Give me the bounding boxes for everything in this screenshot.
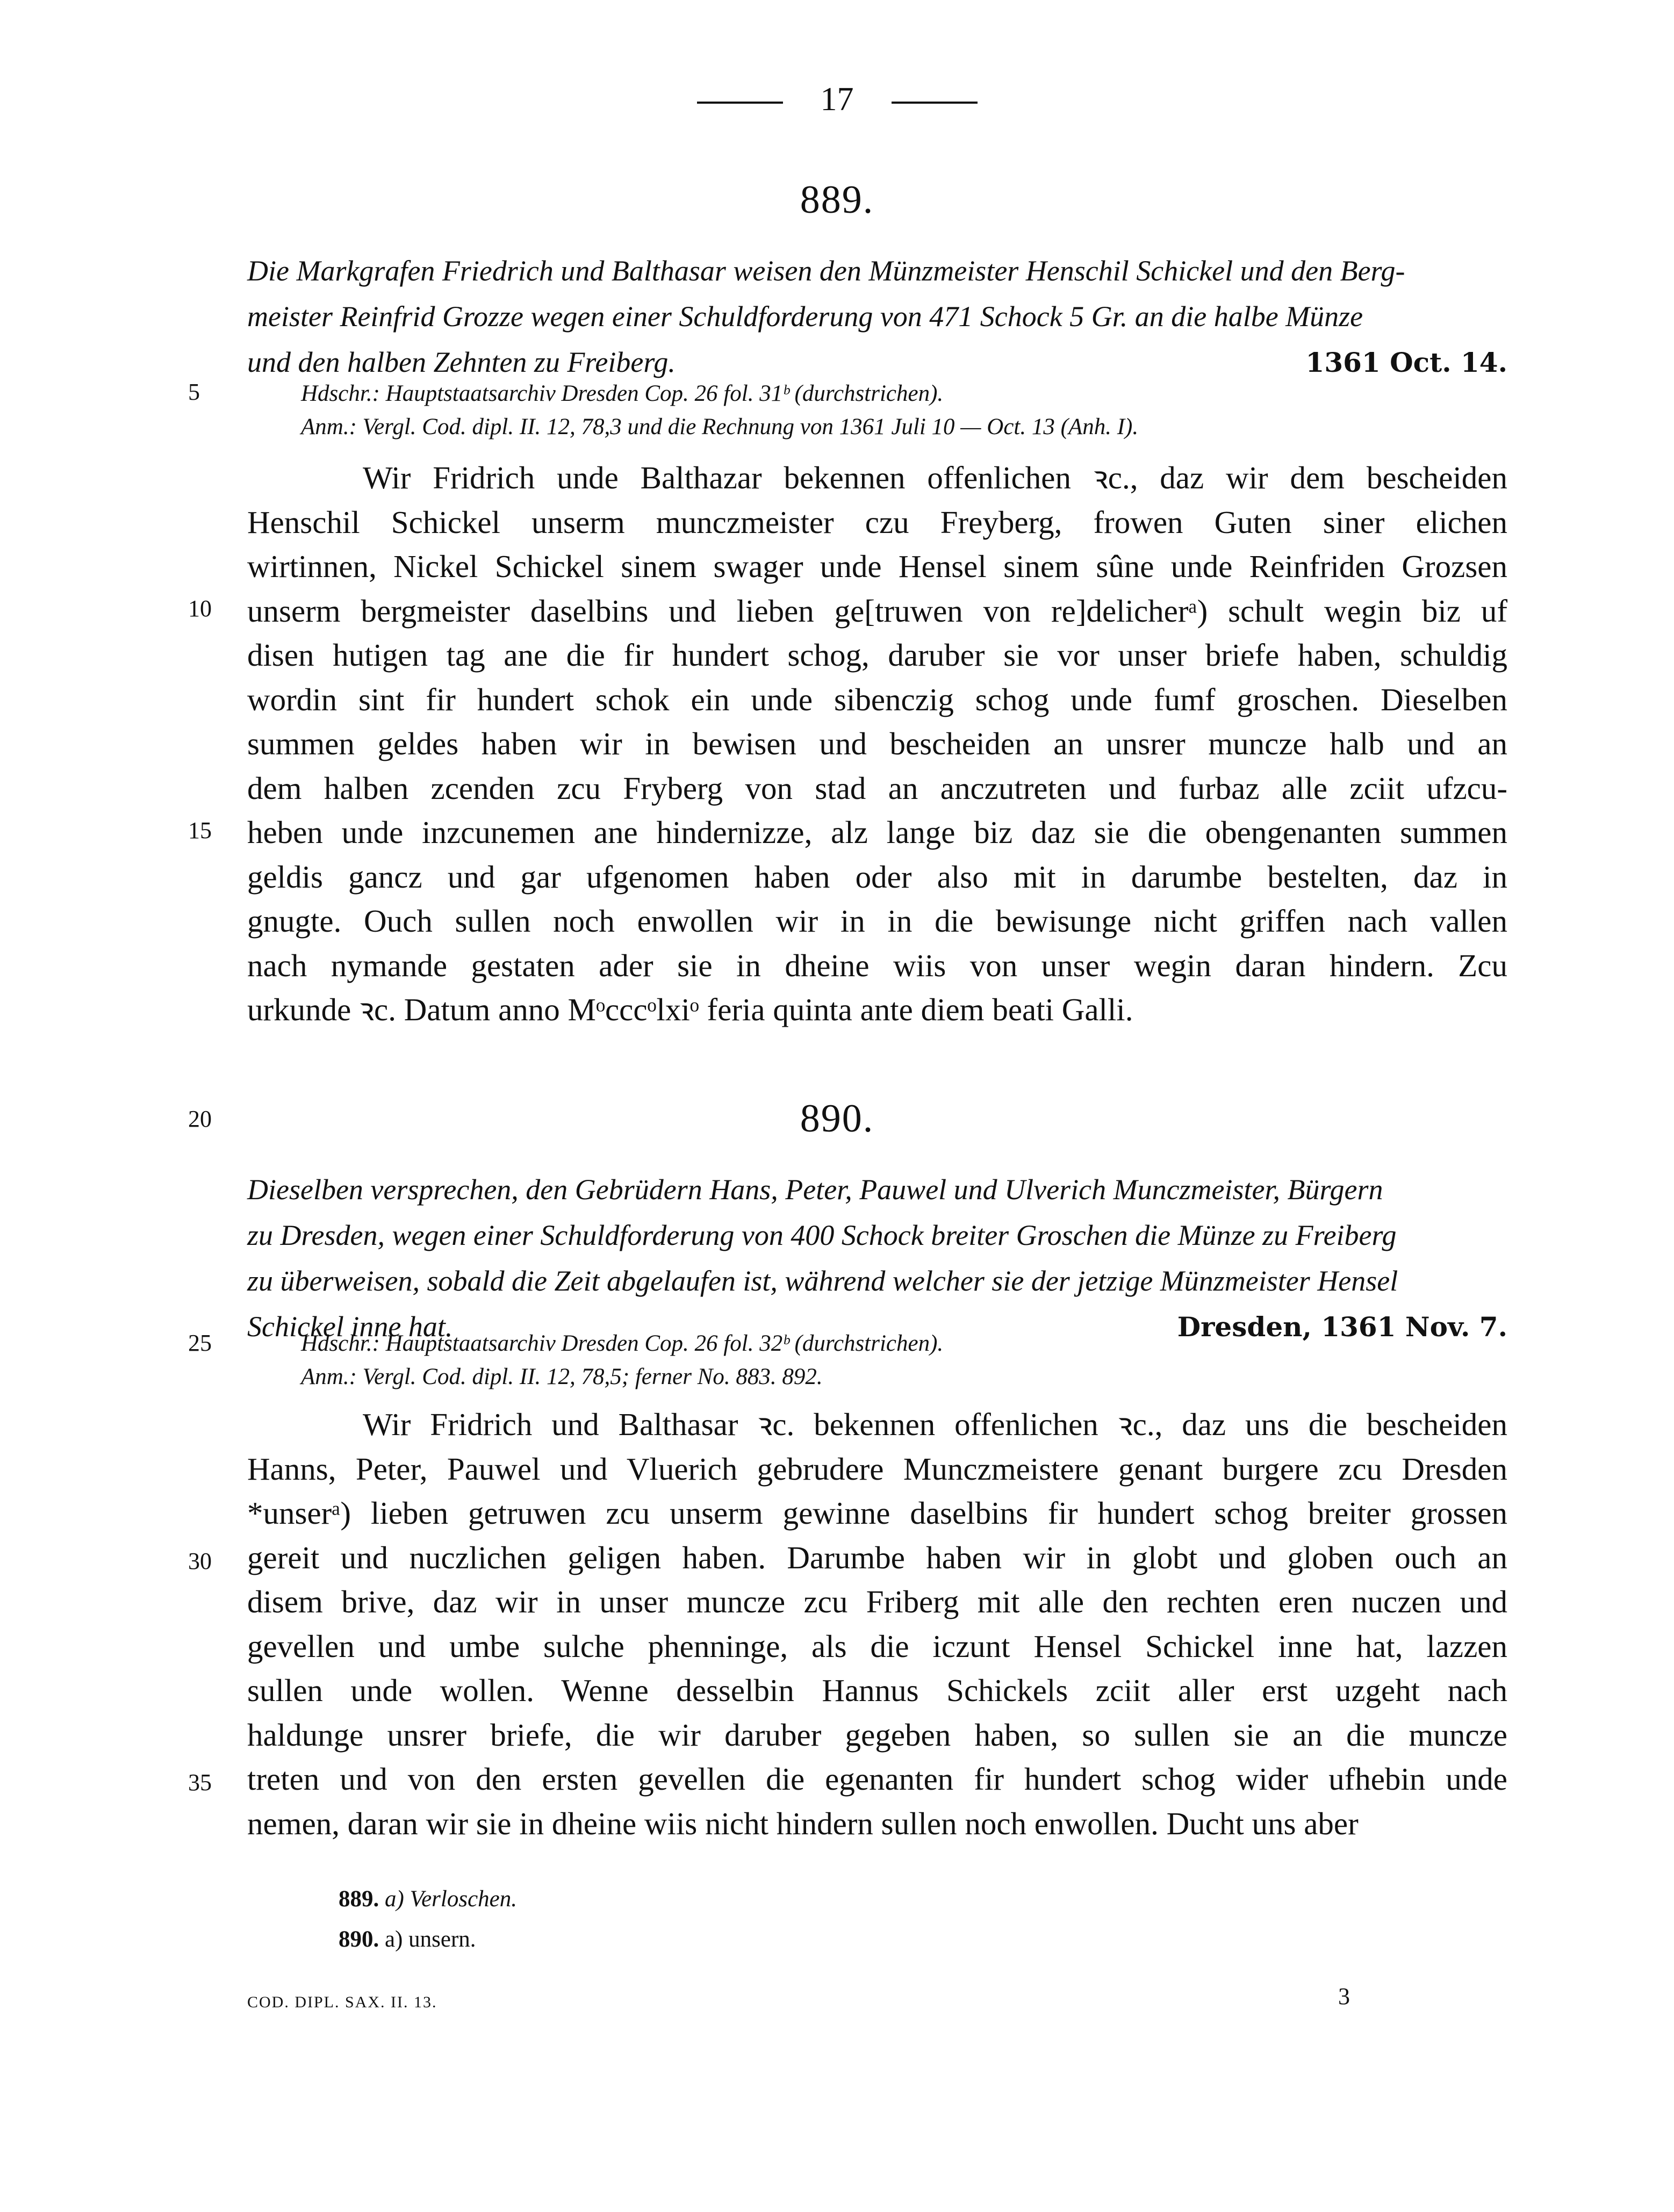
doc-889-number: 889. — [800, 178, 874, 222]
regest-line-last: Dresden, 1361 Nov. 7. Schickel inne hat. — [247, 1304, 1507, 1350]
doc-890-regest — [247, 1167, 1507, 1350]
footnote-889 — [339, 1880, 517, 1918]
regest-line: zu Dresden, wegen einer Schuldforderung von 400 Schock breiter Groschen die Münze zu Freiberg — [247, 1219, 1397, 1251]
regest-line: zu überweisen, sobald die Zeit abgelaufen ist, während welcher sie der jetzige Münzmeister Hensel — [247, 1265, 1398, 1297]
regest-line: meister Reinfrid Grozze wegen einer Schuldforderung von 471 Schock 5 Gr. an die halbe Münze — [247, 300, 1363, 333]
regest-line-last: 1361 Oct. 14. und den halben Zehnten zu Freiberg. — [247, 340, 1507, 385]
colophon: COD. DIPL. SAX. II. 13. — [247, 1993, 437, 2011]
line-number: 15 — [188, 817, 212, 844]
doc-890-number: 890. — [800, 1097, 874, 1141]
text-line: Henschil Schickel unserm munczmeister czu Freyberg, frowen Guten siner elichen — [247, 504, 1507, 540]
text-line: haldunge unsrer briefe, die wir daruber gegeben haben, so sullen sie an die muncze — [247, 1717, 1507, 1753]
text-line: Wir Fridrich unde Balthazar bekennen offenlichen ꝛc., daz wir dem bescheiden — [363, 460, 1507, 495]
line-number: 35 — [188, 1769, 212, 1796]
text-line: gevellen und umbe sulche phenninge, als die iczunt Hensel Schickel inne hat, lazzen — [247, 1628, 1507, 1664]
text-line: geldis gancz und gar ufgenomen haben oder also mit in darumbe bestelten, daz in — [247, 859, 1507, 895]
text-line: disem brive, daz wir in unser muncze zcu Friberg mit alle den rechten eren nuczen und — [247, 1584, 1507, 1619]
footnote-text: a) unsern. — [385, 1927, 476, 1952]
regest-line: Dieselben versprechen, den Gebrüdern Hans, Peter, Pauwel und Ulverich Munczmeister, Bürgern — [247, 1173, 1383, 1206]
text-line: wirtinnen, Nickel Schickel sinem swager unde Hensel sinem sûne unde Reinfriden Grozsen — [247, 549, 1507, 584]
text-line: treten und von den ersten gevellen die egenanten fir hundert schog wider ufhebin unde — [247, 1761, 1507, 1797]
regest-line: Die Markgrafen Friedrich und Balthasar weisen den Münzmeister Henschil Schickel und den Berg- — [247, 255, 1405, 287]
footnote-text: a) Verloschen. — [385, 1886, 517, 1912]
page-number: 17 — [820, 81, 854, 118]
text-line: urkunde ꝛc. Datum anno Mᵒcccᵒlxiᵒ feria quinta ante diem beati Galli. — [247, 992, 1133, 1027]
text-line: dem halben zcenden zcu Fryberg von stad an anczutreten und furbaz alle zciit ufzcu- — [247, 770, 1507, 806]
line-number: 5 — [188, 379, 200, 405]
text-line: Wir Fridrich und Balthasar ꝛc. bekennen offenlichen ꝛc., daz uns die bescheiden — [363, 1407, 1507, 1442]
header-rule-left — [697, 102, 783, 104]
manuscript-note: Hdschr.: Hauptstaatsarchiv Dresden Cop. 26 fol. 31ᵇ (durchstrichen). — [301, 381, 944, 406]
text-line: *unserᵃ) lieben getruwen zcu unserm gewinne daselbins fir hundert schog breiter grossen — [247, 1495, 1507, 1531]
text-line: heben unde inzcunemen ane hindernizze, alz lange biz daz sie die obengenanten summen — [247, 815, 1507, 850]
text-line: nemen, daran wir sie in dheine wiis nicht hindern sullen noch enwollen. Ducht uns aber — [247, 1805, 1359, 1841]
header-rule-right — [892, 102, 978, 104]
annotation-note: Anm.: Vergl. Cod. dipl. II. 12, 78,3 und die Rechnung von 1361 Juli 10 — Oct. 13 (Anh. I). — [301, 414, 1139, 439]
text-line: disen hutigen tag ane die fir hundert schog, daruber sie vor unser briefe haben, schuldig — [247, 637, 1507, 673]
doc-889-date: 1361 Oct. 14. — [1305, 347, 1507, 378]
text-line: gereit und nuczlichen geligen haben. Darumbe haben wir in globt und globen ouch an — [247, 1539, 1507, 1575]
doc-889-text — [247, 456, 1507, 1032]
text-line: unserm bergmeister daselbins und lieben ge[truwen von re]delicherᵃ) schult wegin biz uf — [247, 593, 1507, 629]
line-number: 25 — [188, 1330, 212, 1356]
page-header — [0, 81, 1674, 119]
text-line: Hanns, Peter, Pauwel und Vluerich gebrudere Munczmeistere genant burgere zcu Dresden — [247, 1451, 1507, 1487]
doc-889-notes — [301, 377, 1505, 444]
footnote-890 — [339, 1921, 476, 1958]
doc-889-regest — [247, 248, 1507, 385]
text-line: nach nymande gestaten ader sie in dheine wiis von unser wegin daran hindern. Zcu — [247, 947, 1507, 983]
doc-890-date: Dresden, 1361 Nov. 7. — [1177, 1311, 1507, 1343]
footnote-ref: 890. — [339, 1927, 379, 1952]
text-line: sullen unde wollen. Wenne desselbin Hannus Schickels zciit aller erst uzgeht nach — [247, 1673, 1507, 1708]
text-line: summen geldes haben wir in bewisen und bescheiden an unsrer muncze halb und an — [247, 726, 1507, 761]
sheet-signature: 3 — [1338, 1983, 1350, 2009]
text-line: gnugte. Ouch sullen noch enwollen wir in in die bewisunge nicht griffen nach vallen — [247, 903, 1507, 939]
line-number: 30 — [188, 1548, 212, 1574]
doc-890-notes — [301, 1327, 1505, 1394]
line-number: 20 — [188, 1106, 212, 1132]
text-line: wordin sint fir hundert schok ein unde sibenczig schog unde fumf groschen. Dieselben — [247, 681, 1507, 717]
footnote-ref: 889. — [339, 1886, 379, 1912]
annotation-note: Anm.: Vergl. Cod. dipl. II. 12, 78,5; ferner No. 883. 892. — [301, 1364, 823, 1389]
line-number: 10 — [188, 595, 212, 622]
doc-890-text — [247, 1402, 1507, 1846]
manuscript-note: Hdschr.: Hauptstaatsarchiv Dresden Cop. 26 fol. 32ᵇ (durchstrichen). — [301, 1331, 944, 1356]
